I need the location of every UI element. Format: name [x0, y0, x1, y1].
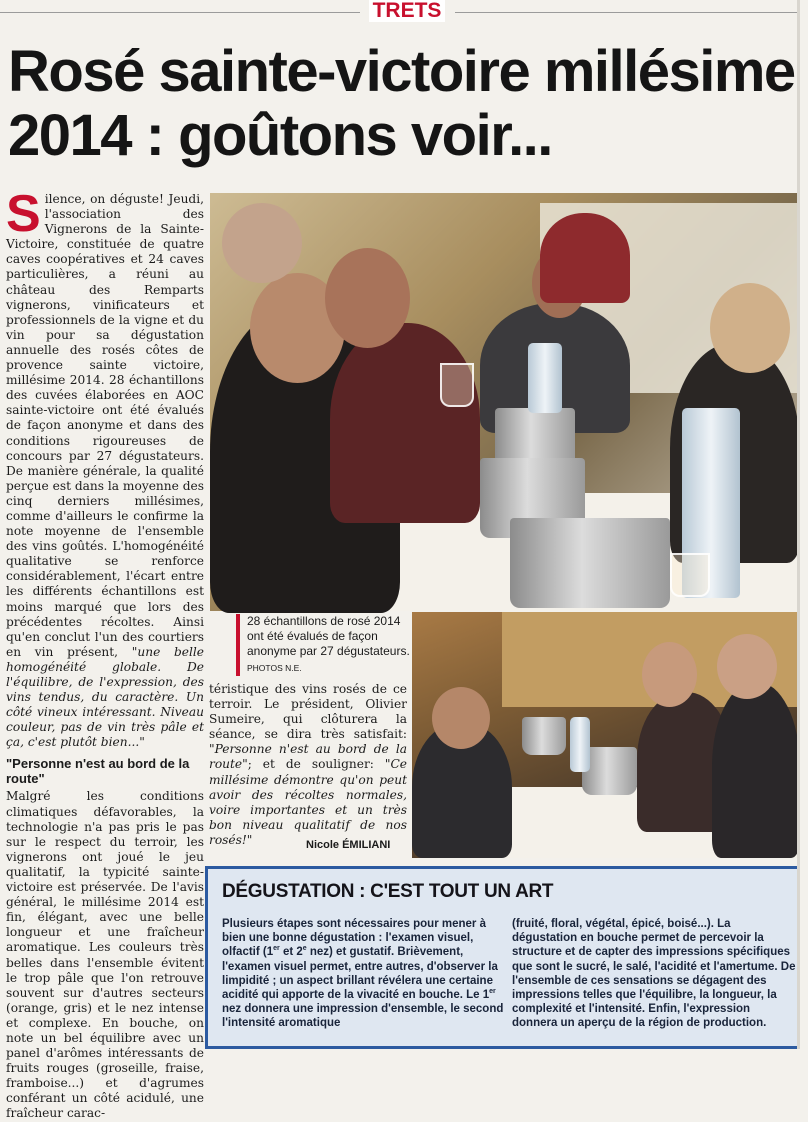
article-paragraph-3: téristique des vins rosés de ce terroir. Le président, Olivier Sumeire, qui clôturera la séance, se dira très satisfait: "Personne n'est au bord de la route"; et de souligner: "Ce millésime démontre qu'on peut avoir des récoltes normales, voire importantes et un très bon niveau qualitatif de nos rosés!"	[209, 682, 408, 847]
photo-person	[330, 323, 480, 523]
broker-quote: "une belle homogénéité globale. De l'équilibre, de l'expression, des vins tendus, du caractère. Un côté vineux intéressant. Niveau couleur, pas de vin très pâle et ça, c'est plutôt bien..."	[6, 644, 205, 750]
headline-line-2: 2014 : goûtons voir...	[8, 103, 552, 168]
photo-person-head	[222, 203, 302, 283]
info-box-column-2: (fruité, floral, végétal, épicé, boisé...). La dégustation en bouche permet de percevoir la structure et de capter des impressions spécifiques que sont le sucré, le salé, l'acidité et l'amertume. De l'ensemble de ces sensations se dégagent des impressions telles que l'équilibre, la longueur, la complexité et l'intensité. Enfin, l'expression donnera un aperçu de la région de production.	[512, 918, 796, 1030]
spittoon-bucket	[582, 747, 637, 795]
photo-person-head	[717, 634, 777, 699]
photo-person-head	[710, 283, 790, 373]
section-rule-right	[455, 12, 800, 13]
tasting-photo-secondary	[412, 612, 800, 858]
photo-person	[712, 682, 800, 858]
spittoon-bucket	[510, 518, 670, 608]
headline	[8, 40, 808, 168]
caption-text: 28 échantillons de rosé 2014 ont été évalués de façon anonyme par 27 dégustateurs.	[247, 614, 410, 658]
tasting-photo-main	[210, 193, 800, 611]
info-box-column-1: Plusieurs étapes sont nécessaires pour mener à bien une bonne dégustation : l'examen visuel, olfactif (1er et 2e nez) et gustatif. Brièvement, l'examen visuel permet, entre autres, d'observer la limpidité ; un aspect brillant révélera une certaine acidité qui apporte de la vivacité en bouche. Le 1er nez donnera une impression d'ensemble, le second l'intensité aromatique	[222, 918, 504, 1030]
section-kicker: TRETS	[369, 0, 445, 22]
photo-person-head	[325, 248, 410, 348]
wine-glass	[670, 553, 710, 597]
photo-person-head	[432, 687, 490, 749]
photo-person	[540, 213, 630, 303]
page-edge	[797, 0, 800, 1049]
water-bottle	[570, 717, 590, 772]
spittoon-bucket	[522, 717, 566, 755]
water-bottle	[528, 343, 562, 413]
article-paragraph-1: Silence, on déguste! Jeudi, l'association des Vignerons de la Sainte-Victoire, constituée de quatre caves coopératives et 24 caves particulières, a réuni au château des Remparts vignerons, vinificateurs et professionnels de la vigne et du vin pour sa dégustation annuelle des rosés côtes de provence sainte victoire, millésime 2014. 28 échantillons des cuvées élaborées en AOC sainte-victoire ont été évalués de façon anonyme et dans des conditions rigoureuses de concours par 27 dégustateurs. De manière générale, la qualité perçue est dans la moyenne des cinq derniers millésimes, comme d'ailleurs le confirme la note moyenne de l'ensemble des vins goûtés. L'homogénéité qualitative se renforce considérablement, l'écart entre les différents échantillons est moins marqué que lors des précédentes récoltes. Ainsi qu'en conclut l'un des courtiers en vin présent, "une belle homogénéité globale. De l'équilibre, de l'expression, des vins tendus, du caractère. Un côté vineux intéressant. Niveau couleur, pas de vin très pâle et ça, c'est plutôt bien..."	[6, 185, 205, 750]
wine-glass	[440, 363, 474, 407]
article-paragraph-2: Malgré les conditions climatiques défavorables, la technologie n'a pas pris le pas sur le respect du terroir, les vignerons ont joué le jeu qualitatif, la typicité sainte-victoire est préservée. De l'avis général, le millésime 2014 est fin, élégant, avec une belle longueur et une fraîcheur aromatique. Les couleurs très belles dans l'ensemble évitent le trop pâle que l'on retrouve souvent sur d'autres secteurs (orange, gris) et le nez intense et complexe. En bouche, on note un bel équilibre avec un panel d'arômes intéressants de fruits rouges (groseille, fraise, framboise...) et d'agrumes conférant un côté acidulé, une fraîcheur carac-	[6, 789, 204, 1121]
photo-caption	[236, 614, 417, 676]
photo-person-head	[642, 642, 697, 707]
article-subhead: "Personne n'est au bord de la route"	[6, 756, 190, 787]
headline-line-1: Rosé sainte-victoire millésime	[8, 39, 795, 104]
author-signature: Nicole ÉMILIANI	[306, 839, 391, 851]
tasting-info-box	[205, 866, 800, 1049]
photo-credit: PHOTOS N.E.	[247, 663, 302, 673]
section-rule-left	[0, 12, 360, 13]
info-box-title: DÉGUSTATION : C'EST TOUT UN ART	[222, 881, 554, 902]
president-quote-1: "Personne n'est au bord de la route"	[209, 742, 407, 772]
article-column-1	[6, 185, 205, 1121]
president-quote-2: "Ce millésime démontre qu'on peut avoir des récoltes normales, voire importantes et un très bon niveau qualitatif de nos rosés!"	[209, 757, 408, 847]
drop-cap: S	[6, 185, 41, 243]
